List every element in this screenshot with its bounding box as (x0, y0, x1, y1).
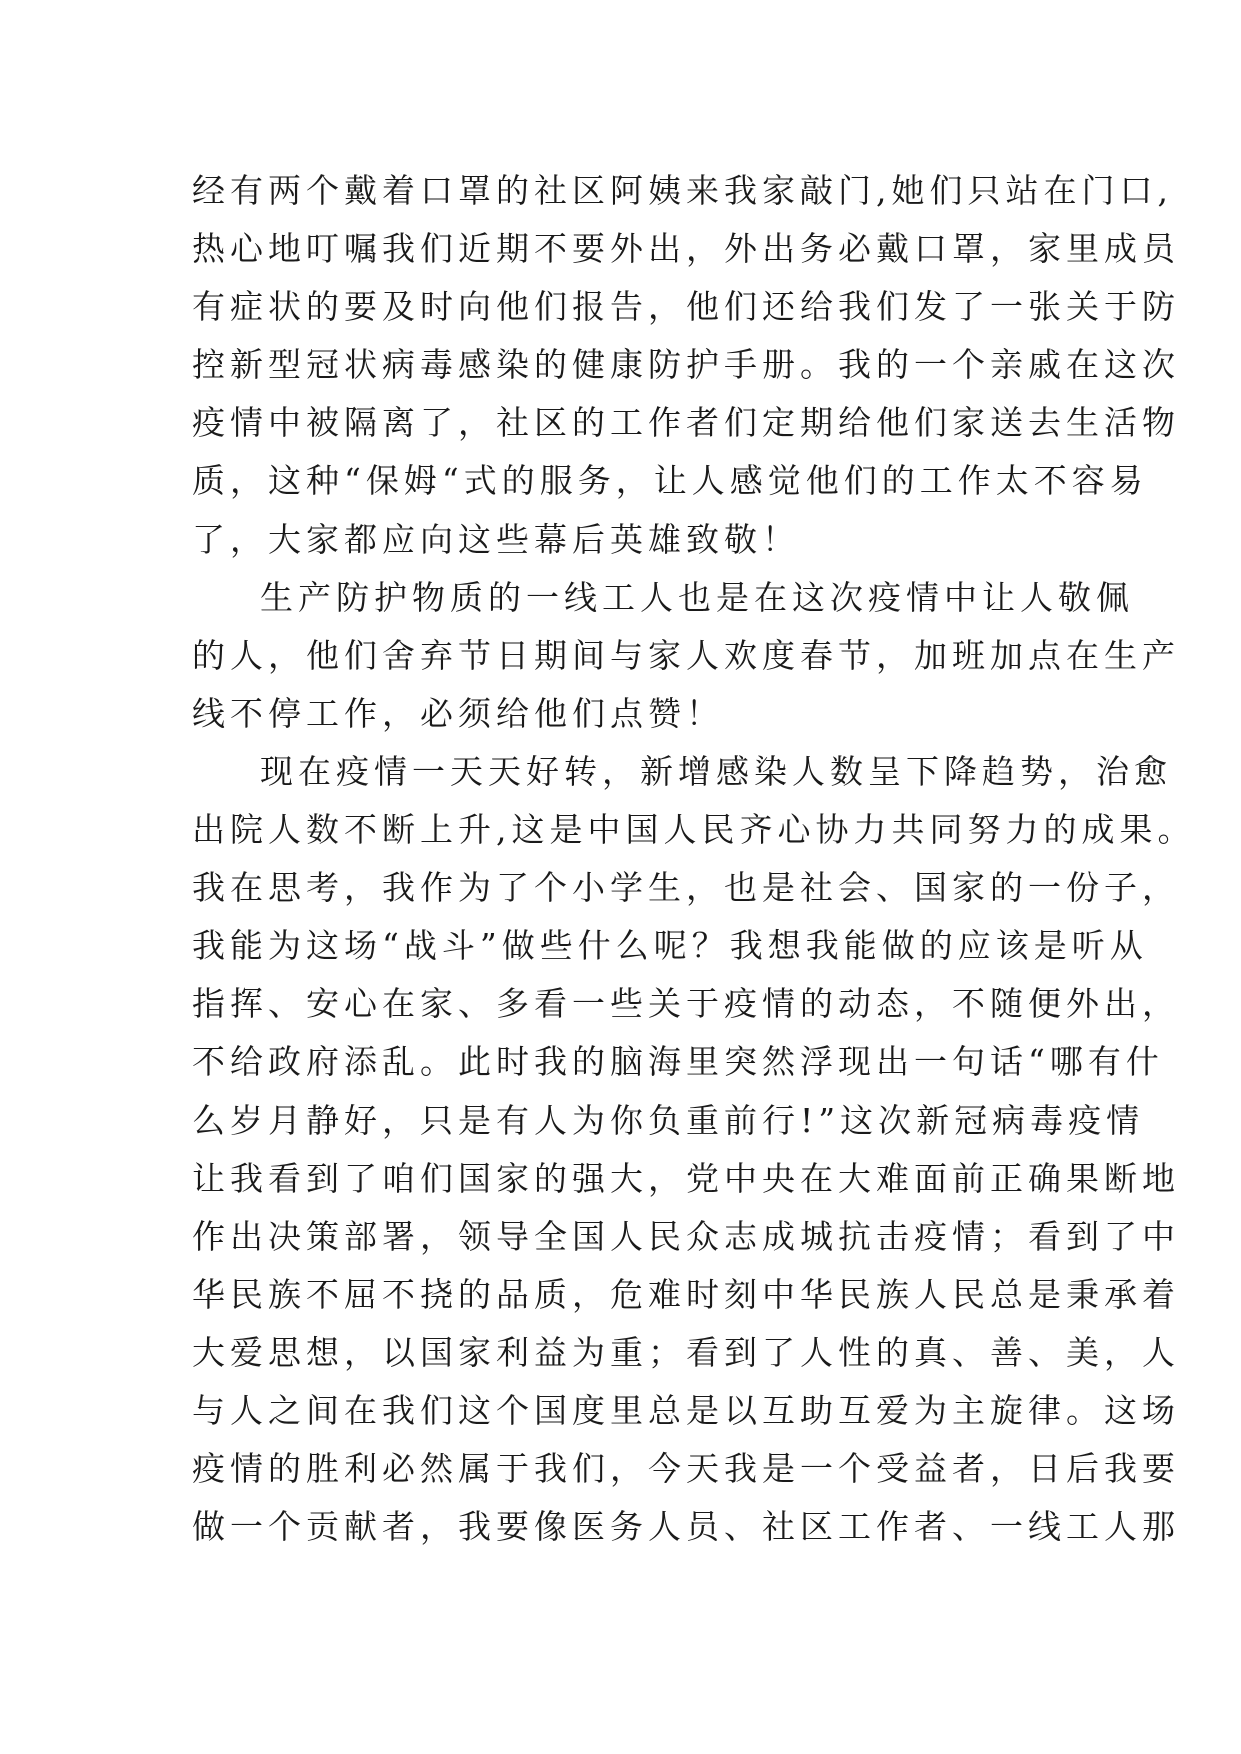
paragraph-start-line: 生产防护物质的一线工人也是在这次疫情中让人敬佩 (260, 577, 1134, 617)
text-line: 做一个贡献者，我要像医务人员、社区工作者、一线工人那 (192, 1507, 1180, 1547)
text-line: 作出决策部署，领导全国人民众志成城抗击疫情；看到了中 (192, 1216, 1180, 1256)
text-line: 经有两个戴着口罩的社区阿姨来我家敲门,她们只站在门口, (192, 171, 1173, 210)
text-line: 有症状的要及时向他们报告，他们还给我们发了一张关于防 (192, 287, 1180, 327)
text-line: 么岁月静好，只是有人为你负重前行!”这次新冠病毒疫情 (192, 1100, 1145, 1140)
text-line: 的人，他们舍弃节日期间与家人欢度春节，加班加点在生产 (192, 635, 1180, 675)
text-line: 控新型冠状病毒感染的健康防护手册。我的一个亲戚在这次 (192, 345, 1180, 385)
text-line: 热心地叮嘱我们近期不要外出，外出务必戴口罩，家里成员 (192, 229, 1180, 269)
text-line: 我能为这场“战斗”做些什么呢？我想我能做的应该是听从 (192, 926, 1148, 966)
text-line: 疫情的胜利必然属于我们，今天我是一个受益者，日后我要 (192, 1449, 1180, 1489)
paragraph-start-line: 现在疫情一天天好转，新增感染人数呈下降趋势，治愈 (260, 751, 1172, 791)
text-line: 疫情中被隔离了，社区的工作者们定期给他们家送去生活物 (192, 403, 1180, 443)
text-line: 华民族不屈不挠的品质，危难时刻中华民族人民总是秉承着 (192, 1274, 1180, 1314)
text-line: 质，这种“保姆“式的服务，让人感觉他们的工作太不容易 (192, 461, 1148, 501)
text-line: 大爱思想，以国家利益为重；看到了人性的真、善、美，人 (192, 1332, 1180, 1372)
text-line: 指挥、安心在家、多看一些关于疫情的动态，不随便外出， (192, 984, 1180, 1024)
text-line: 出院人数不断上升,这是中国人民齐心协力共同努力的成果。 (192, 810, 1196, 850)
text-line: 让我看到了咱们国家的强大，党中央在大难面前正确果断地 (192, 1158, 1180, 1198)
text-line: 与人之间在我们这个国度里总是以互助互爱为主旋律。这场 (192, 1390, 1180, 1430)
text-line: 了，大家都应向这些幕后英雄致敬！ (192, 519, 800, 559)
text-line: 不给政府添乱。此时我的脑海里突然浮现出一句话“哪有什 (192, 1042, 1164, 1082)
body-text (192, 162, 1196, 1556)
text-line: 我在思考，我作为了个小学生，也是社会、国家的一份子， (192, 868, 1180, 908)
text-line: 线不停工作，必须给他们点赞！ (192, 693, 724, 733)
